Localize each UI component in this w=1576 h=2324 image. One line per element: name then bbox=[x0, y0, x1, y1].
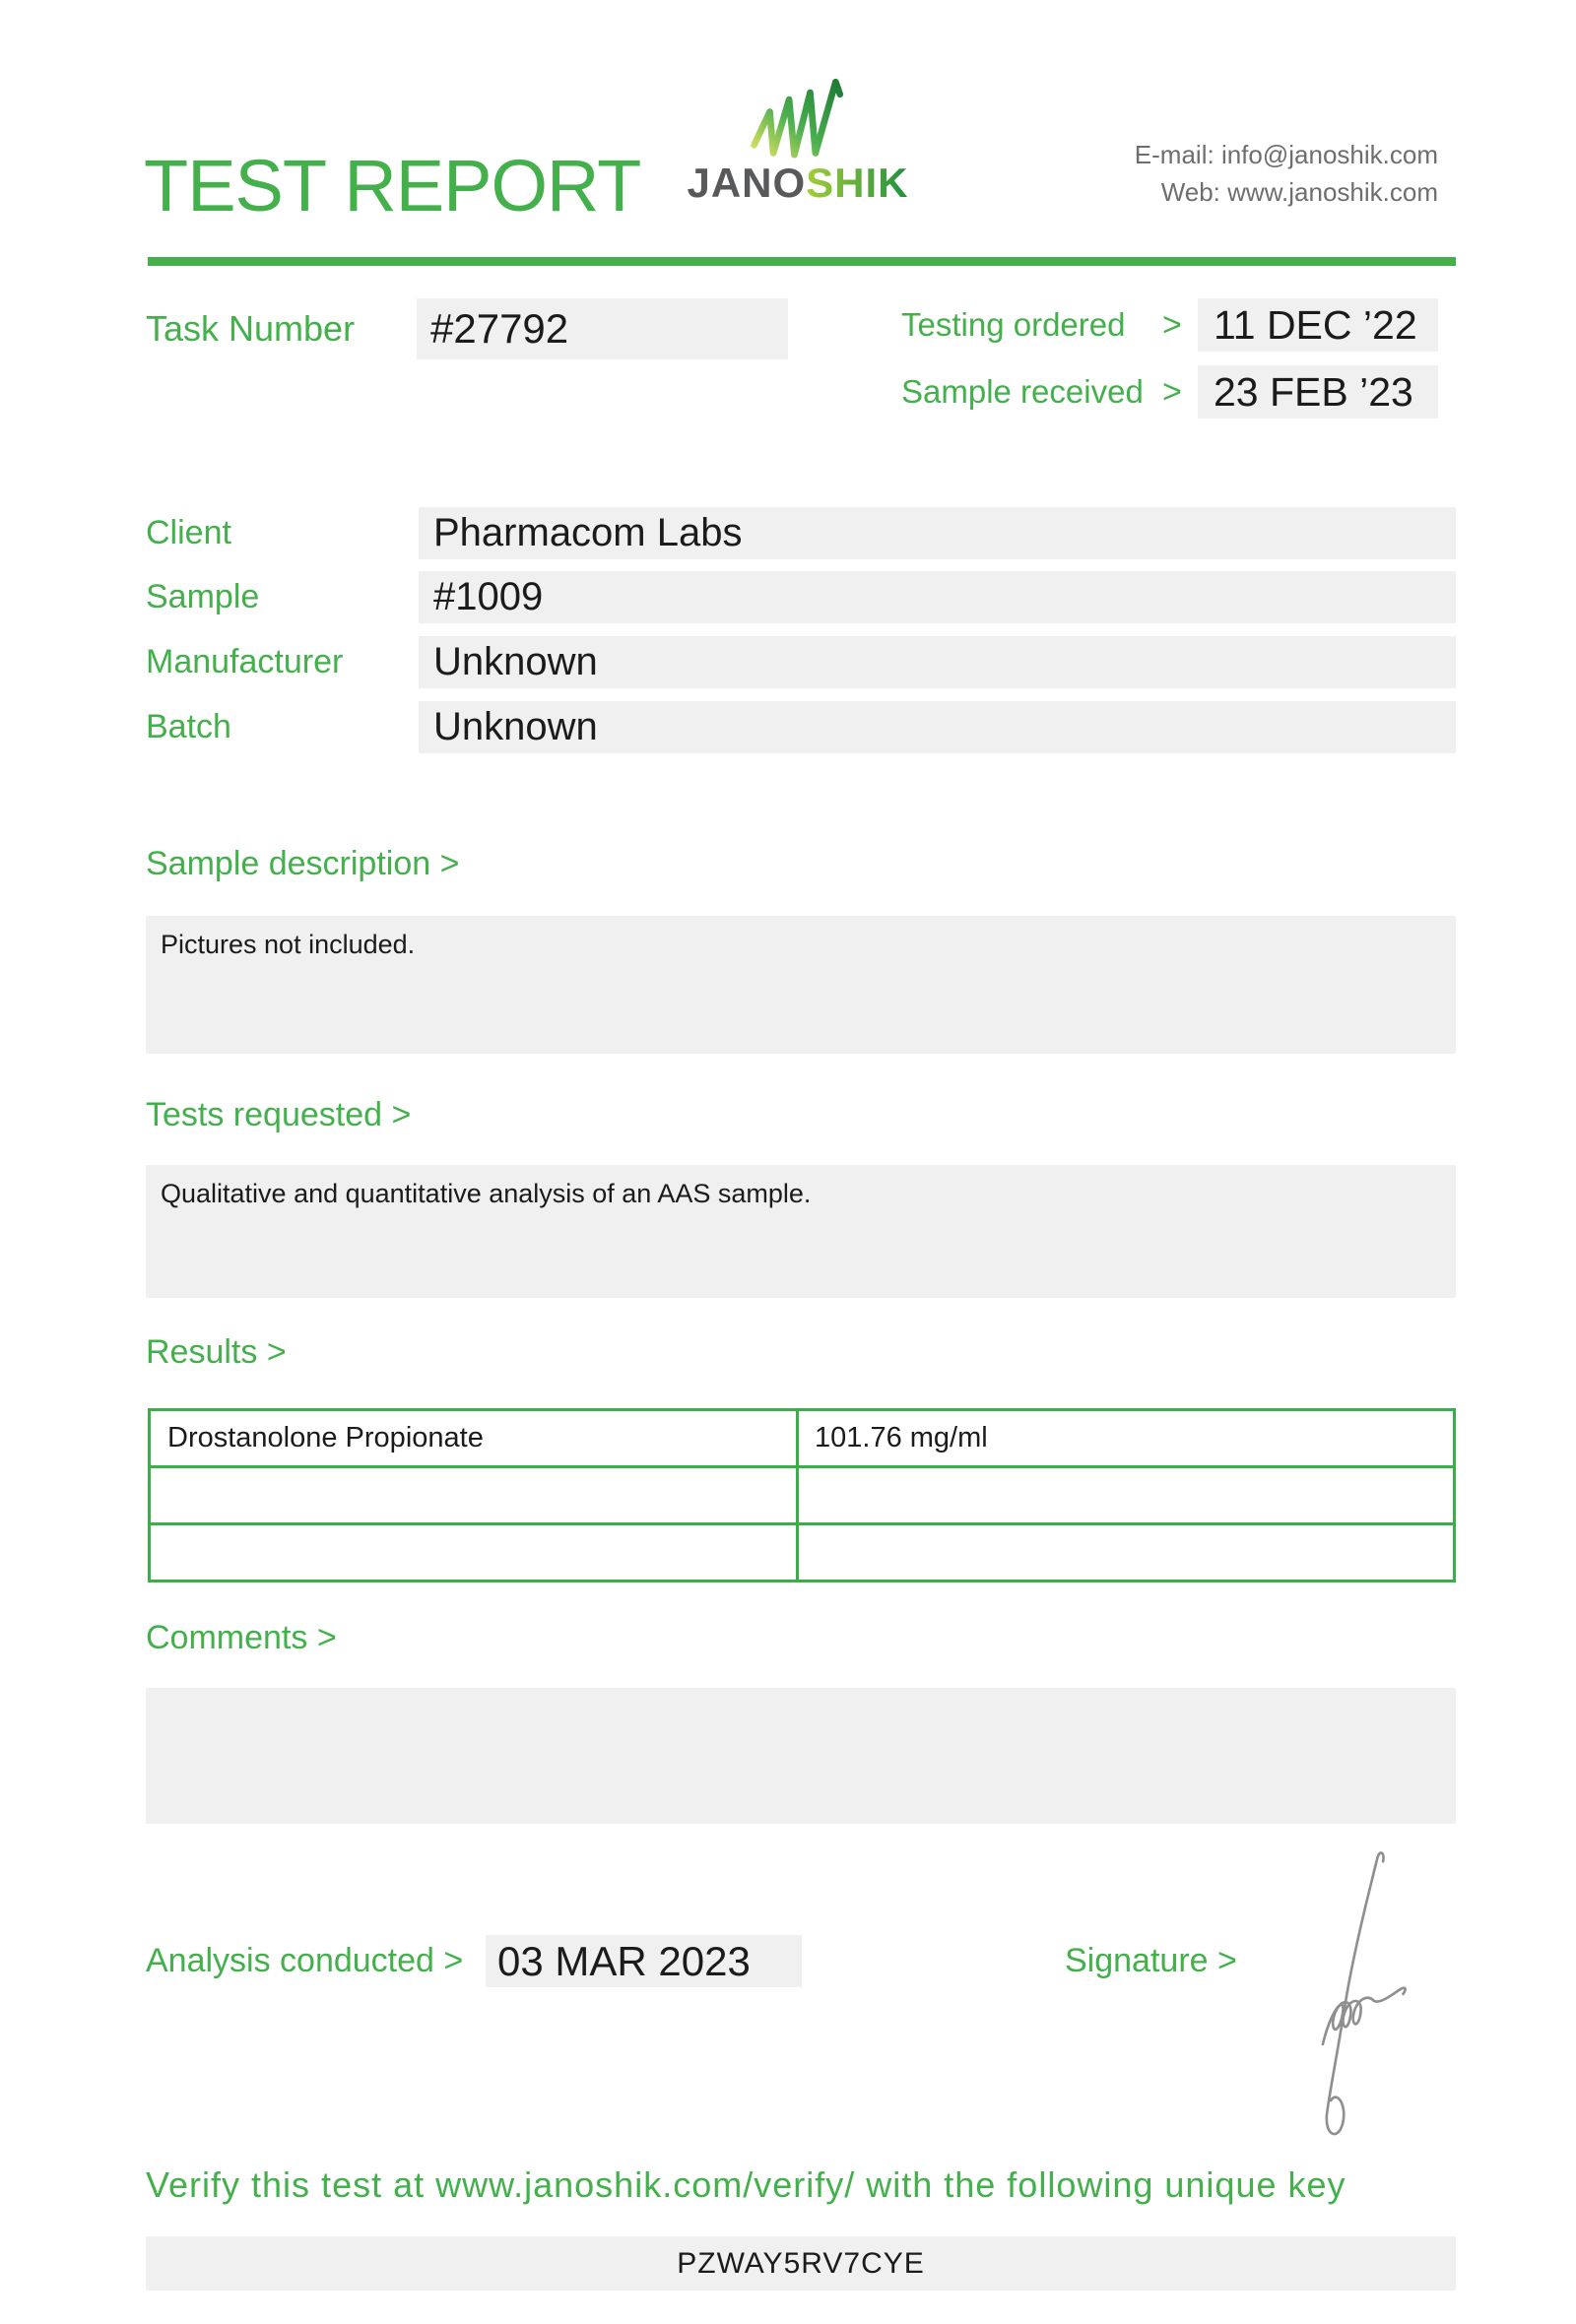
analysis-date-value: 03 MAR 2023 bbox=[497, 1938, 751, 1984]
tests-requested-text: Qualitative and quantitative analysis of an AAS sample. bbox=[161, 1179, 812, 1208]
signature-label: Signature > bbox=[1065, 1942, 1237, 1979]
testing-ordered-field bbox=[1198, 298, 1438, 352]
sample-value: #1009 bbox=[433, 575, 544, 618]
signature-scribble bbox=[1266, 1847, 1438, 2149]
logo-jano: JANO bbox=[687, 160, 807, 206]
unique-key-value: PZWAY5RV7CYE bbox=[677, 2247, 925, 2280]
manufacturer-value: Unknown bbox=[433, 640, 598, 683]
sample-label: Sample bbox=[146, 578, 260, 615]
result-substance: Drostanolone Propionate bbox=[151, 1411, 799, 1465]
unique-key-field bbox=[146, 2236, 1456, 2291]
analysis-date-field bbox=[486, 1935, 802, 1987]
sample-field bbox=[419, 571, 1456, 623]
client-field bbox=[419, 507, 1456, 559]
analysis-conducted-label: Analysis conducted > bbox=[146, 1942, 464, 1979]
sample-description-box bbox=[146, 916, 1456, 1054]
header-divider bbox=[148, 257, 1456, 266]
comments-box bbox=[146, 1688, 1456, 1824]
sample-received-value: 23 FEB ’23 bbox=[1214, 369, 1413, 415]
testing-ordered-label: Testing ordered bbox=[901, 306, 1126, 343]
contact-info bbox=[1135, 136, 1438, 211]
results-row bbox=[151, 1522, 1453, 1580]
results-heading: Results > bbox=[146, 1333, 287, 1371]
contact-email: E-mail: info@janoshik.com bbox=[1134, 140, 1438, 169]
comments-heading: Comments > bbox=[146, 1619, 337, 1656]
sample-description-heading: Sample description > bbox=[146, 845, 460, 882]
logo-wordmark bbox=[678, 160, 918, 207]
tests-requested-box bbox=[146, 1165, 1456, 1298]
client-label: Client bbox=[146, 514, 231, 551]
batch-value: Unknown bbox=[433, 705, 598, 748]
manufacturer-label: Manufacturer bbox=[146, 643, 344, 680]
results-row bbox=[151, 1411, 1453, 1465]
results-row bbox=[151, 1465, 1453, 1522]
sample-received-arrow: > bbox=[1162, 373, 1182, 411]
sample-description-text: Pictures not included. bbox=[161, 930, 416, 959]
manufacturer-field bbox=[419, 636, 1456, 688]
page-title: TEST REPORT bbox=[144, 145, 641, 226]
result-substance bbox=[151, 1468, 799, 1522]
logo-shik: SHIK bbox=[806, 160, 909, 206]
testing-ordered-value: 11 DEC ’22 bbox=[1214, 302, 1417, 348]
contact-web: Web: www.janoshik.com bbox=[1160, 177, 1438, 207]
janoshik-logo bbox=[678, 69, 918, 207]
tests-requested-heading: Tests requested > bbox=[146, 1096, 412, 1133]
result-amount bbox=[799, 1468, 1453, 1522]
result-amount bbox=[799, 1525, 1453, 1580]
testing-ordered-arrow: > bbox=[1162, 306, 1182, 344]
verify-instruction: Verify this test at www.janoshik.com/verify/ with the following unique key bbox=[146, 2164, 1346, 2205]
sample-received-field bbox=[1198, 365, 1438, 419]
task-number-value: #27792 bbox=[430, 305, 569, 352]
task-number-field bbox=[417, 298, 788, 359]
task-number-label: Task Number bbox=[146, 308, 356, 349]
result-amount: 101.76 mg/ml bbox=[815, 1422, 988, 1453]
comments-text bbox=[146, 1688, 1456, 1711]
batch-label: Batch bbox=[146, 708, 231, 745]
results-table bbox=[148, 1408, 1456, 1582]
client-value: Pharmacom Labs bbox=[433, 511, 743, 554]
chart-arrow-icon bbox=[750, 69, 846, 163]
batch-field bbox=[419, 701, 1456, 753]
sample-received-label: Sample received bbox=[901, 373, 1144, 410]
result-substance bbox=[151, 1525, 799, 1580]
